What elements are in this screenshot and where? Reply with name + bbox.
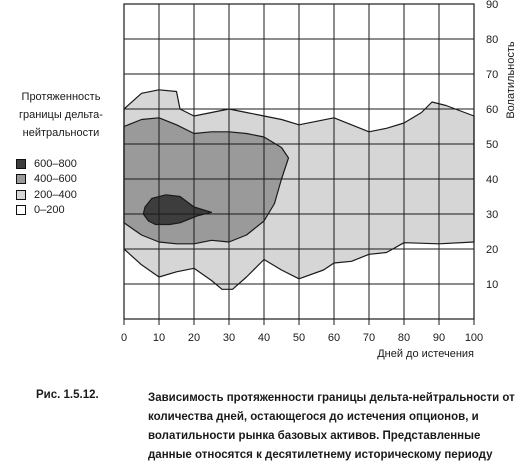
x-tick-label: 10	[152, 332, 166, 344]
legend-title-line: Протяженность	[21, 91, 101, 103]
legend-label: 600–800	[34, 157, 77, 170]
y-tick-label: 70	[486, 69, 499, 81]
y-tick-label: 90	[486, 0, 499, 11]
legend-swatch	[16, 190, 26, 200]
y-axis-label: Волатильность	[505, 41, 517, 119]
legend-label: 200–400	[34, 188, 77, 201]
caption-label: Рис. 1.5.12.	[36, 389, 99, 401]
x-tick-label: 50	[292, 332, 306, 344]
x-tick-label: 80	[397, 332, 411, 344]
legend-title-line: нейтральности	[22, 127, 100, 139]
x-tick-labels	[121, 332, 483, 344]
legend-label: 0–200	[34, 204, 65, 217]
y-tick-label: 10	[486, 279, 499, 291]
x-axis-label: Дней до истечения	[377, 348, 474, 360]
legend-item	[16, 187, 122, 203]
x-tick-label: 90	[432, 332, 446, 344]
legend-swatch	[16, 205, 26, 215]
legend-item	[16, 156, 122, 172]
legend-item	[16, 203, 122, 219]
legend	[0, 88, 122, 218]
legend-title	[0, 88, 122, 142]
y-tick-label: 80	[486, 34, 499, 46]
legend-list	[16, 156, 122, 218]
legend-title-line: границы дельта-	[19, 109, 103, 121]
legend-label: 400–600	[34, 173, 77, 186]
y-tick-label: 30	[486, 209, 499, 221]
y-tick-label: 40	[486, 174, 499, 186]
y-tick-labels	[486, 0, 498, 291]
caption-text: Зависимость протяженности границы дельта-нейтральности от количества дней, остающегося до истечения опционов, и волатильности рынка базовых активов. Представленные данные относятся к десятилетнему историческому периоду	[148, 392, 515, 461]
x-tick-label: 20	[187, 332, 201, 344]
x-tick-label: 30	[222, 332, 236, 344]
legend-swatch	[16, 174, 26, 184]
x-tick-label: 40	[257, 332, 271, 344]
y-tick-label: 50	[486, 139, 499, 151]
y-tick-label: 60	[486, 104, 499, 116]
x-tick-label: 70	[362, 332, 376, 344]
x-tick-label: 100	[464, 332, 484, 344]
x-tick-label: 60	[327, 332, 341, 344]
legend-swatch	[16, 159, 26, 169]
legend-item	[16, 172, 122, 188]
x-tick-label: 0	[120, 332, 128, 344]
y-tick-label: 20	[486, 244, 499, 256]
